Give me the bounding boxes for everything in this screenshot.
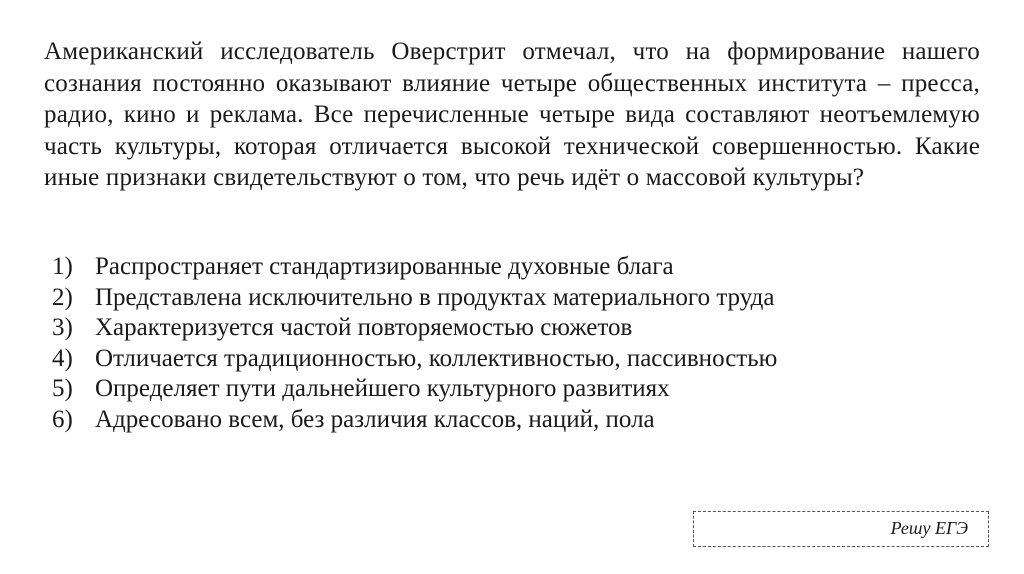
option-text: Определяет пути дальнейшего культурного развитиях	[95, 375, 670, 402]
option-text: Распространяет стандартизированные духовные блага	[95, 253, 674, 280]
option-number: 6)	[52, 405, 73, 433]
answer-option-3	[52, 313, 952, 344]
option-text: Представлена исключительно в продуктах материального труда	[95, 283, 775, 311]
option-text: Отличается традиционностью, коллективностью, пассивностью	[95, 344, 778, 372]
option-text: Адресовано всем, без различия классов, наций, пола	[95, 405, 655, 433]
option-number: 5)	[52, 375, 73, 402]
option-number: 3)	[52, 314, 73, 341]
brand-label: Решу ЕГЭ	[890, 518, 968, 538]
question-text: Американский исследователь Оверстрит отмечал, что на формирование нашего сознания постоянно оказывают влияние четыре общественных института – пресса, радио, кино и реклама. Все перечисленные четыре вида составляют неотъемлемую часть культуры, которая отличается высокой технической совершенностью. Какие иные признаки свидетельствуют о том, что речь идёт о массовой культуры?	[44, 38, 980, 191]
option-number: 2)	[52, 283, 73, 311]
option-number: 1)	[52, 253, 73, 280]
answer-option-1	[52, 252, 952, 283]
option-number: 4)	[52, 344, 73, 372]
answer-option-5	[52, 374, 952, 405]
brand-watermark-box	[693, 511, 989, 547]
answer-option-6	[52, 405, 952, 436]
answer-options-list	[52, 252, 952, 435]
answer-option-2	[52, 283, 952, 314]
option-text: Характеризуется частой повторяемостью сюжетов	[95, 314, 633, 341]
answer-option-4	[52, 344, 952, 375]
